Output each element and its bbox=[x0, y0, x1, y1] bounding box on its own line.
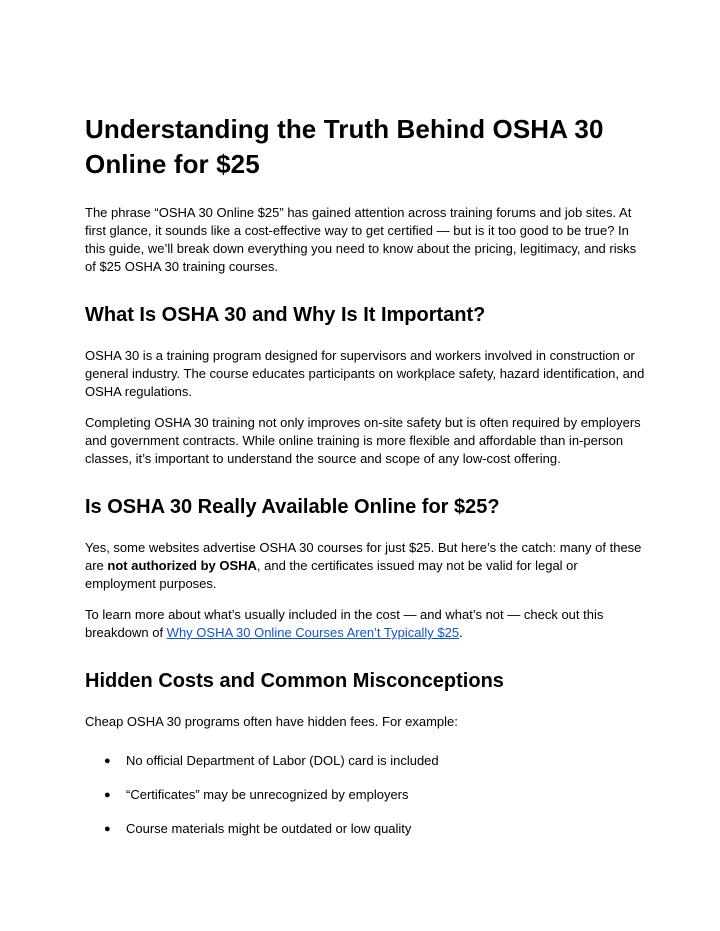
why-osha-30-not-25-link[interactable]: Why OSHA 30 Online Courses Aren’t Typically $25 bbox=[166, 625, 460, 640]
section2-p1-text-after: , and the certificates issued may not be valid for legal or employment purposes. bbox=[85, 558, 578, 591]
not-authorized-bold-text: not authorized by OSHA bbox=[107, 558, 257, 573]
section-spacer bbox=[85, 481, 645, 494]
list-spacer bbox=[85, 744, 645, 752]
hidden-costs-list bbox=[85, 752, 645, 838]
section3-paragraph-1: Cheap OSHA 30 programs often have hidden fees. For example: bbox=[85, 714, 458, 729]
intro-paragraph: The phrase “OSHA 30 Online $25” has gained attention across training forums and job sites. At first glance, it sounds like a cost-effective way to get certified — but is it too good to be true? In this guide, we’ll break down everything you need to know about the pricing, legitimacy, and risks of $25 OSHA 30 training courses. bbox=[85, 205, 637, 274]
document-page bbox=[85, 112, 645, 854]
list-item bbox=[85, 820, 645, 838]
section-spacer bbox=[85, 289, 645, 302]
document-title: Understanding the Truth Behind OSHA 30 Online for $25 bbox=[85, 114, 604, 179]
section-heading-available-for-25: Is OSHA 30 Really Available Online for $25? bbox=[85, 496, 500, 518]
section2-paragraph-1 bbox=[85, 539, 645, 593]
section2-p2-text-after: . bbox=[459, 625, 463, 640]
section1-paragraph-2: Completing OSHA 30 training not only improves on-site safety but is often required by employers and government contracts. While online training is more flexible and affordable than in-person classes, it’s important to understand the source and scope of any low-cost offering. bbox=[85, 415, 641, 466]
section-heading-what-is-osha-30: What Is OSHA 30 and Why Is It Important? bbox=[85, 304, 486, 326]
section2-p1-text-before: Yes, some websites advertise OSHA 30 courses for just $25. But here’s the catch: many of these are bbox=[85, 540, 642, 573]
bullet-icon: ● bbox=[104, 823, 111, 835]
section2-p2-text-before: To learn more about what’s usually included in the cost — and what’s not — check out this breakdown of bbox=[85, 607, 604, 640]
list-item bbox=[85, 786, 645, 804]
bullet-icon: ● bbox=[104, 755, 111, 767]
list-item bbox=[85, 752, 645, 770]
list-item-text: “Certificates” may be unrecognized by employers bbox=[126, 787, 409, 802]
section-spacer bbox=[85, 655, 645, 668]
bullet-icon: ● bbox=[104, 789, 111, 801]
section2-paragraph-2 bbox=[85, 606, 645, 642]
list-item-text: Course materials might be outdated or low quality bbox=[126, 821, 412, 836]
list-item-text: No official Department of Labor (DOL) card is included bbox=[126, 753, 439, 768]
section1-paragraph-1: OSHA 30 is a training program designed for supervisors and workers involved in construction or general industry. The course educates participants on workplace safety, hazard identification, and OSHA regulations. bbox=[85, 348, 645, 399]
section-heading-hidden-costs: Hidden Costs and Common Misconceptions bbox=[85, 670, 504, 692]
